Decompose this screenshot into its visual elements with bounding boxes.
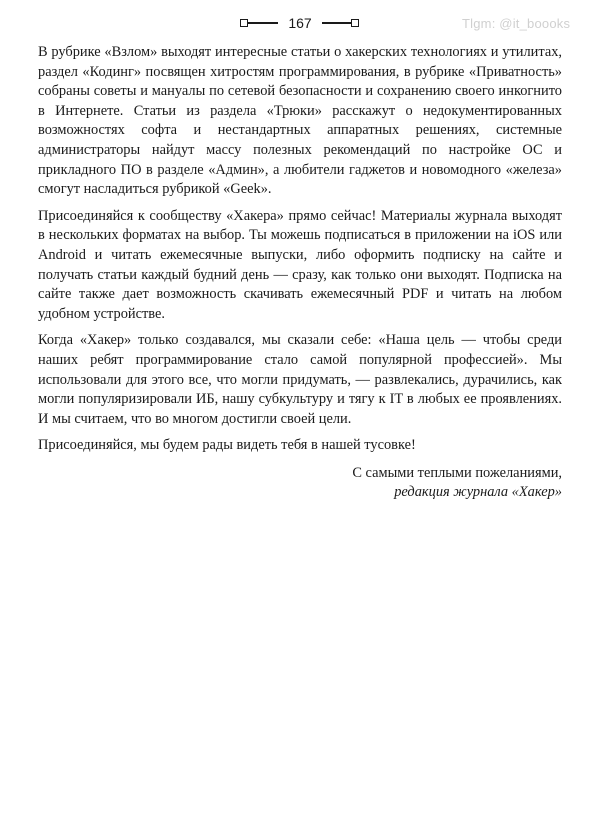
header-rule-right [322, 22, 351, 24]
page-header [0, 14, 600, 36]
signature-greeting: С самыми теплыми пожеланиями, [352, 464, 562, 481]
header-ornament-left [240, 19, 248, 27]
paragraph-mission: Когда «Хакер» только создавался, мы сказали себе: «Наша цель — чтобы среди наших ребят программирование стало самой популярной профессией». Мы использовали для этого все, что могли придумать, — развлекались, дурачились, как могли популяризировали ИБ, нашу субкультуру и тягу к IT в любых ее проявлениях. И мы считаем, что во многом достигли своей цели. [38, 332, 562, 427]
paragraph-invite: Присоединяйся, мы будем рады видеть тебя в нашей тусовке! [38, 437, 416, 454]
header-ornament-right [351, 19, 359, 27]
page-number: 167 [288, 15, 312, 31]
signature-editorial: редакция журнала «Хакер» [394, 484, 562, 501]
watermark: Tlgm: @it_boooks [462, 16, 571, 31]
body-text [38, 43, 562, 503]
signature [38, 464, 562, 503]
paragraph-sections: В рубрике «Взлом» выходят интересные статьи о хакерских технологиях и утилитах, раздел «Кодинг» посвящен хитростям программирования, в рубрике «Приватность» собраны советы и мануалы по сетевой безопасности и сохранению своего инкогнито в Интернете. Статьи из раздела «Трюки» расскажут о недокументированных возможностях софта и нестандартных аппаратных решениях, системные администраторы найдут массу полезных рекомендаций по настройке ОС и прикладного ПО в разделе «Админ», а любители гаджетов и новомодного «железа» смогут насладиться рубрикой «Geek». [38, 44, 562, 198]
paragraph-subscribe: Присоединяйся к сообществу «Хакера» прямо сейчас! Материалы журнала выходят в нескольких форматах на выбор. Ты можешь подписаться в приложении на iOS или Android и читать ежемесячные выпуски, либо оформить подписку на сайте и получать статьи каждый будний день — сразу, как только они выходят. Подписка на сайте также дает возможность скачивать ежемесячный PDF и читать на любом удобном устройстве. [38, 207, 562, 322]
header-rule-left [248, 22, 278, 24]
